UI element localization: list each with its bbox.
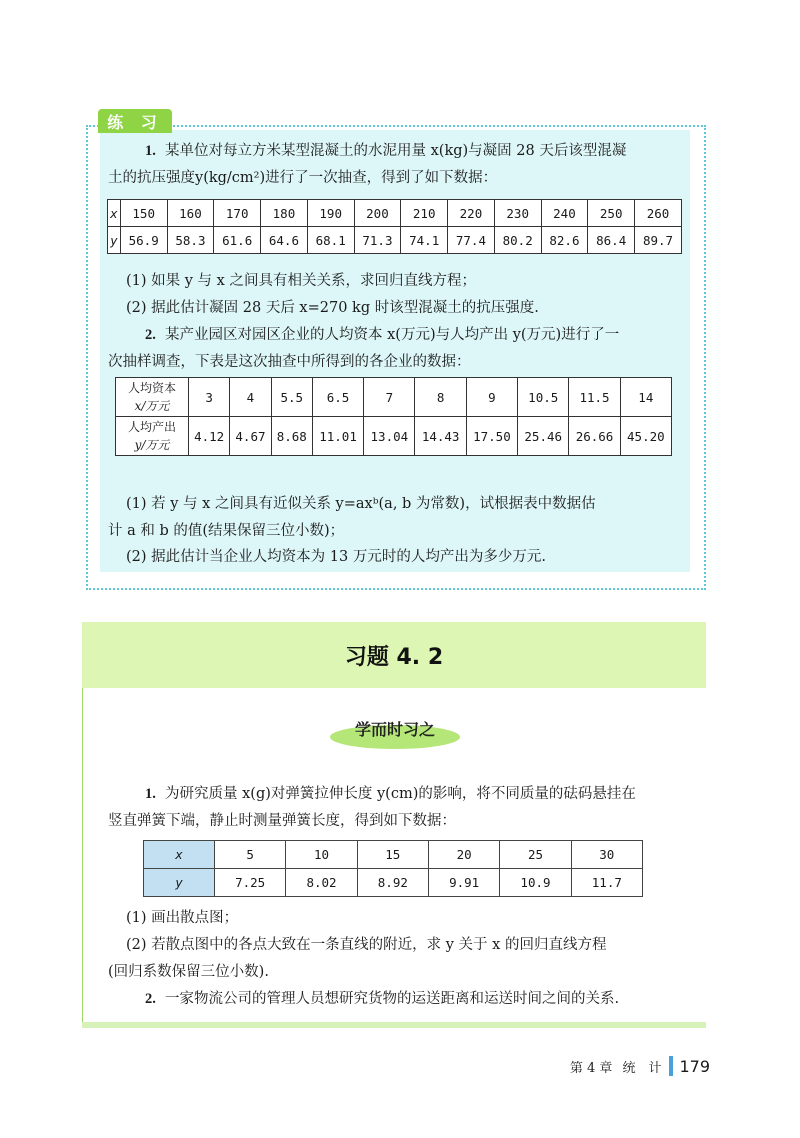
table-row-x [144, 841, 643, 869]
table-cell: 13.04 [364, 417, 415, 456]
exercise-problem-1-line-2: 竖直弹簧下端，静止时测量弹簧长度，得到如下数据： [108, 813, 456, 829]
table-cell: 80.2 [494, 227, 541, 254]
table-cell: 20 [428, 841, 499, 869]
table-cell: 77.4 [448, 227, 495, 254]
table-cell: 86.4 [588, 227, 635, 254]
table-cell: 11.7 [571, 869, 642, 897]
table-cell: 10.5 [518, 378, 569, 417]
table-cell: 58.3 [167, 227, 214, 254]
table-cell: 9 [466, 378, 517, 417]
table-cell: 7 [364, 378, 415, 417]
table-row-y [108, 227, 682, 254]
table-cell: 8 [415, 378, 466, 417]
table-cell: 64.6 [261, 227, 308, 254]
exercise-bottom-rule [82, 1022, 706, 1028]
table-cell: 82.6 [541, 227, 588, 254]
page-footer [570, 1056, 710, 1076]
table-cell: y [108, 227, 121, 254]
table-cell: 61.6 [214, 227, 261, 254]
table-row-x [108, 200, 682, 227]
exercise-question-1-2-line-1: (2) 若散点图中的各点大致在一条直线的附近，求 y 关于 x 的回归直线方程 [126, 937, 607, 953]
practice-problem-2-line-1: 某产业园区对园区企业的人均资本 x(万元)与人均产出 y(万元)进行了一 [165, 327, 620, 343]
table-row-y [116, 417, 672, 456]
table-cell: 8.02 [286, 869, 357, 897]
footer-divider [669, 1056, 673, 1076]
table-cell: 14.43 [415, 417, 466, 456]
practice-problem-1-number: 1. [145, 143, 156, 159]
table-cell: 10 [286, 841, 357, 869]
table-cell: 8.68 [271, 417, 312, 456]
table-cell: 3 [189, 378, 230, 417]
table-cell: 180 [261, 200, 308, 227]
table-header-cell: y [144, 869, 215, 897]
practice-problem-2-line-2: 次抽样调查，下表是这次抽查中所得到的各企业的数据： [108, 354, 471, 370]
concrete-data-table [107, 199, 682, 254]
table-cell: 45.20 [620, 417, 671, 456]
table-cell: 11.5 [569, 378, 620, 417]
table-cell: 170 [214, 200, 261, 227]
practice-question-1-2: (2) 据此估计凝固 28 天后 x=270 kg 时该型混凝土的抗压强度. [126, 300, 539, 316]
table-cell: 9.91 [428, 869, 499, 897]
practice-question-2-2: (2) 据此估计当企业人均资本为 13 万元时的人均产出为多少万元. [126, 549, 546, 565]
table-cell: 30 [571, 841, 642, 869]
table-cell: 4.12 [189, 417, 230, 456]
exercise-title: 习题 4. 2 [344, 644, 444, 670]
table-cell: 4 [230, 378, 271, 417]
exercise-problem-1-number: 1. [145, 786, 156, 802]
table-cell: 25 [500, 841, 571, 869]
study-badge [330, 715, 460, 749]
table-cell: 250 [588, 200, 635, 227]
table-cell: 25.46 [518, 417, 569, 456]
table-row-x [116, 378, 672, 417]
capital-output-table [115, 377, 672, 456]
table-cell: 68.1 [307, 227, 354, 254]
exercise-problem-2-text: 一家物流公司的管理人员想研究货物的运送距离和运送时间之间的关系. [165, 991, 620, 1007]
table-cell: 200 [354, 200, 401, 227]
practice-problem-1-line-1: 某单位对每立方米某型混凝土的水泥用量 x(kg)与凝固 28 天后该型混凝 [165, 143, 627, 159]
chapter-label: 第 4 章 [569, 1060, 613, 1076]
table-cell: 71.3 [354, 227, 401, 254]
table-cell: 230 [494, 200, 541, 227]
exercise-problem-1-line-1: 为研究质量 x(g)对弹簧拉伸长度 y(cm)的影响，将不同质量的砝码悬挂在 [165, 786, 636, 802]
table-cell: 5 [215, 841, 286, 869]
table-cell: 17.50 [466, 417, 517, 456]
badge-label: 学而时习之 [354, 720, 435, 739]
practice-problem-2-number: 2. [145, 327, 156, 343]
table-row-y [144, 869, 643, 897]
practice-problem-1-line-2: 土的抗压强度y(kg/cm²)进行了一次抽查，得到了如下数据： [108, 170, 498, 186]
table-cell: 14 [620, 378, 671, 417]
table-cell: 210 [401, 200, 448, 227]
table-cell: 7.25 [215, 869, 286, 897]
exercise-problem-2-number: 2. [145, 991, 156, 1007]
chapter-name: 统 计 [622, 1060, 662, 1076]
table-cell: 10.9 [500, 869, 571, 897]
table-header-cell: x [144, 841, 215, 869]
table-cell: 26.66 [569, 417, 620, 456]
practice-tag: 练 习 [98, 109, 172, 133]
table-cell: 89.7 [635, 227, 682, 254]
practice-question-2-1-line-2: 计 a 和 b 的值(结果保留三位小数)； [108, 523, 345, 539]
table-cell: x [108, 200, 121, 227]
exercise-question-1-2-line-2: (回归系数保留三位小数). [108, 964, 269, 980]
table-cell: 190 [307, 200, 354, 227]
table-header-cell: 人均资本 x/万元 [116, 378, 189, 417]
table-cell: 6.5 [312, 378, 363, 417]
page-number: 179 [679, 1056, 710, 1076]
spring-data-table [143, 840, 643, 897]
table-cell: 240 [541, 200, 588, 227]
practice-question-2-1-line-1: (1) 若 y 与 x 之间具有近似关系 y=axᵇ(a, b 为常数)，试根据表中数据估 [126, 496, 596, 512]
table-cell: 260 [635, 200, 682, 227]
table-cell: 150 [120, 200, 167, 227]
table-cell: 8.92 [357, 869, 428, 897]
table-cell: 74.1 [401, 227, 448, 254]
table-cell: 220 [448, 200, 495, 227]
table-cell: 5.5 [271, 378, 312, 417]
table-cell: 4.67 [230, 417, 271, 456]
table-header-cell: 人均产出 y/万元 [116, 417, 189, 456]
exercise-question-1-1: (1) 画出散点图； [126, 910, 239, 926]
practice-question-1-1: (1) 如果 y 与 x 之间具有相关关系，求回归直线方程； [126, 273, 476, 289]
table-cell: 160 [167, 200, 214, 227]
table-cell: 56.9 [120, 227, 167, 254]
exercise-left-rule [82, 688, 83, 1028]
table-cell: 15 [357, 841, 428, 869]
table-cell: 11.01 [312, 417, 363, 456]
